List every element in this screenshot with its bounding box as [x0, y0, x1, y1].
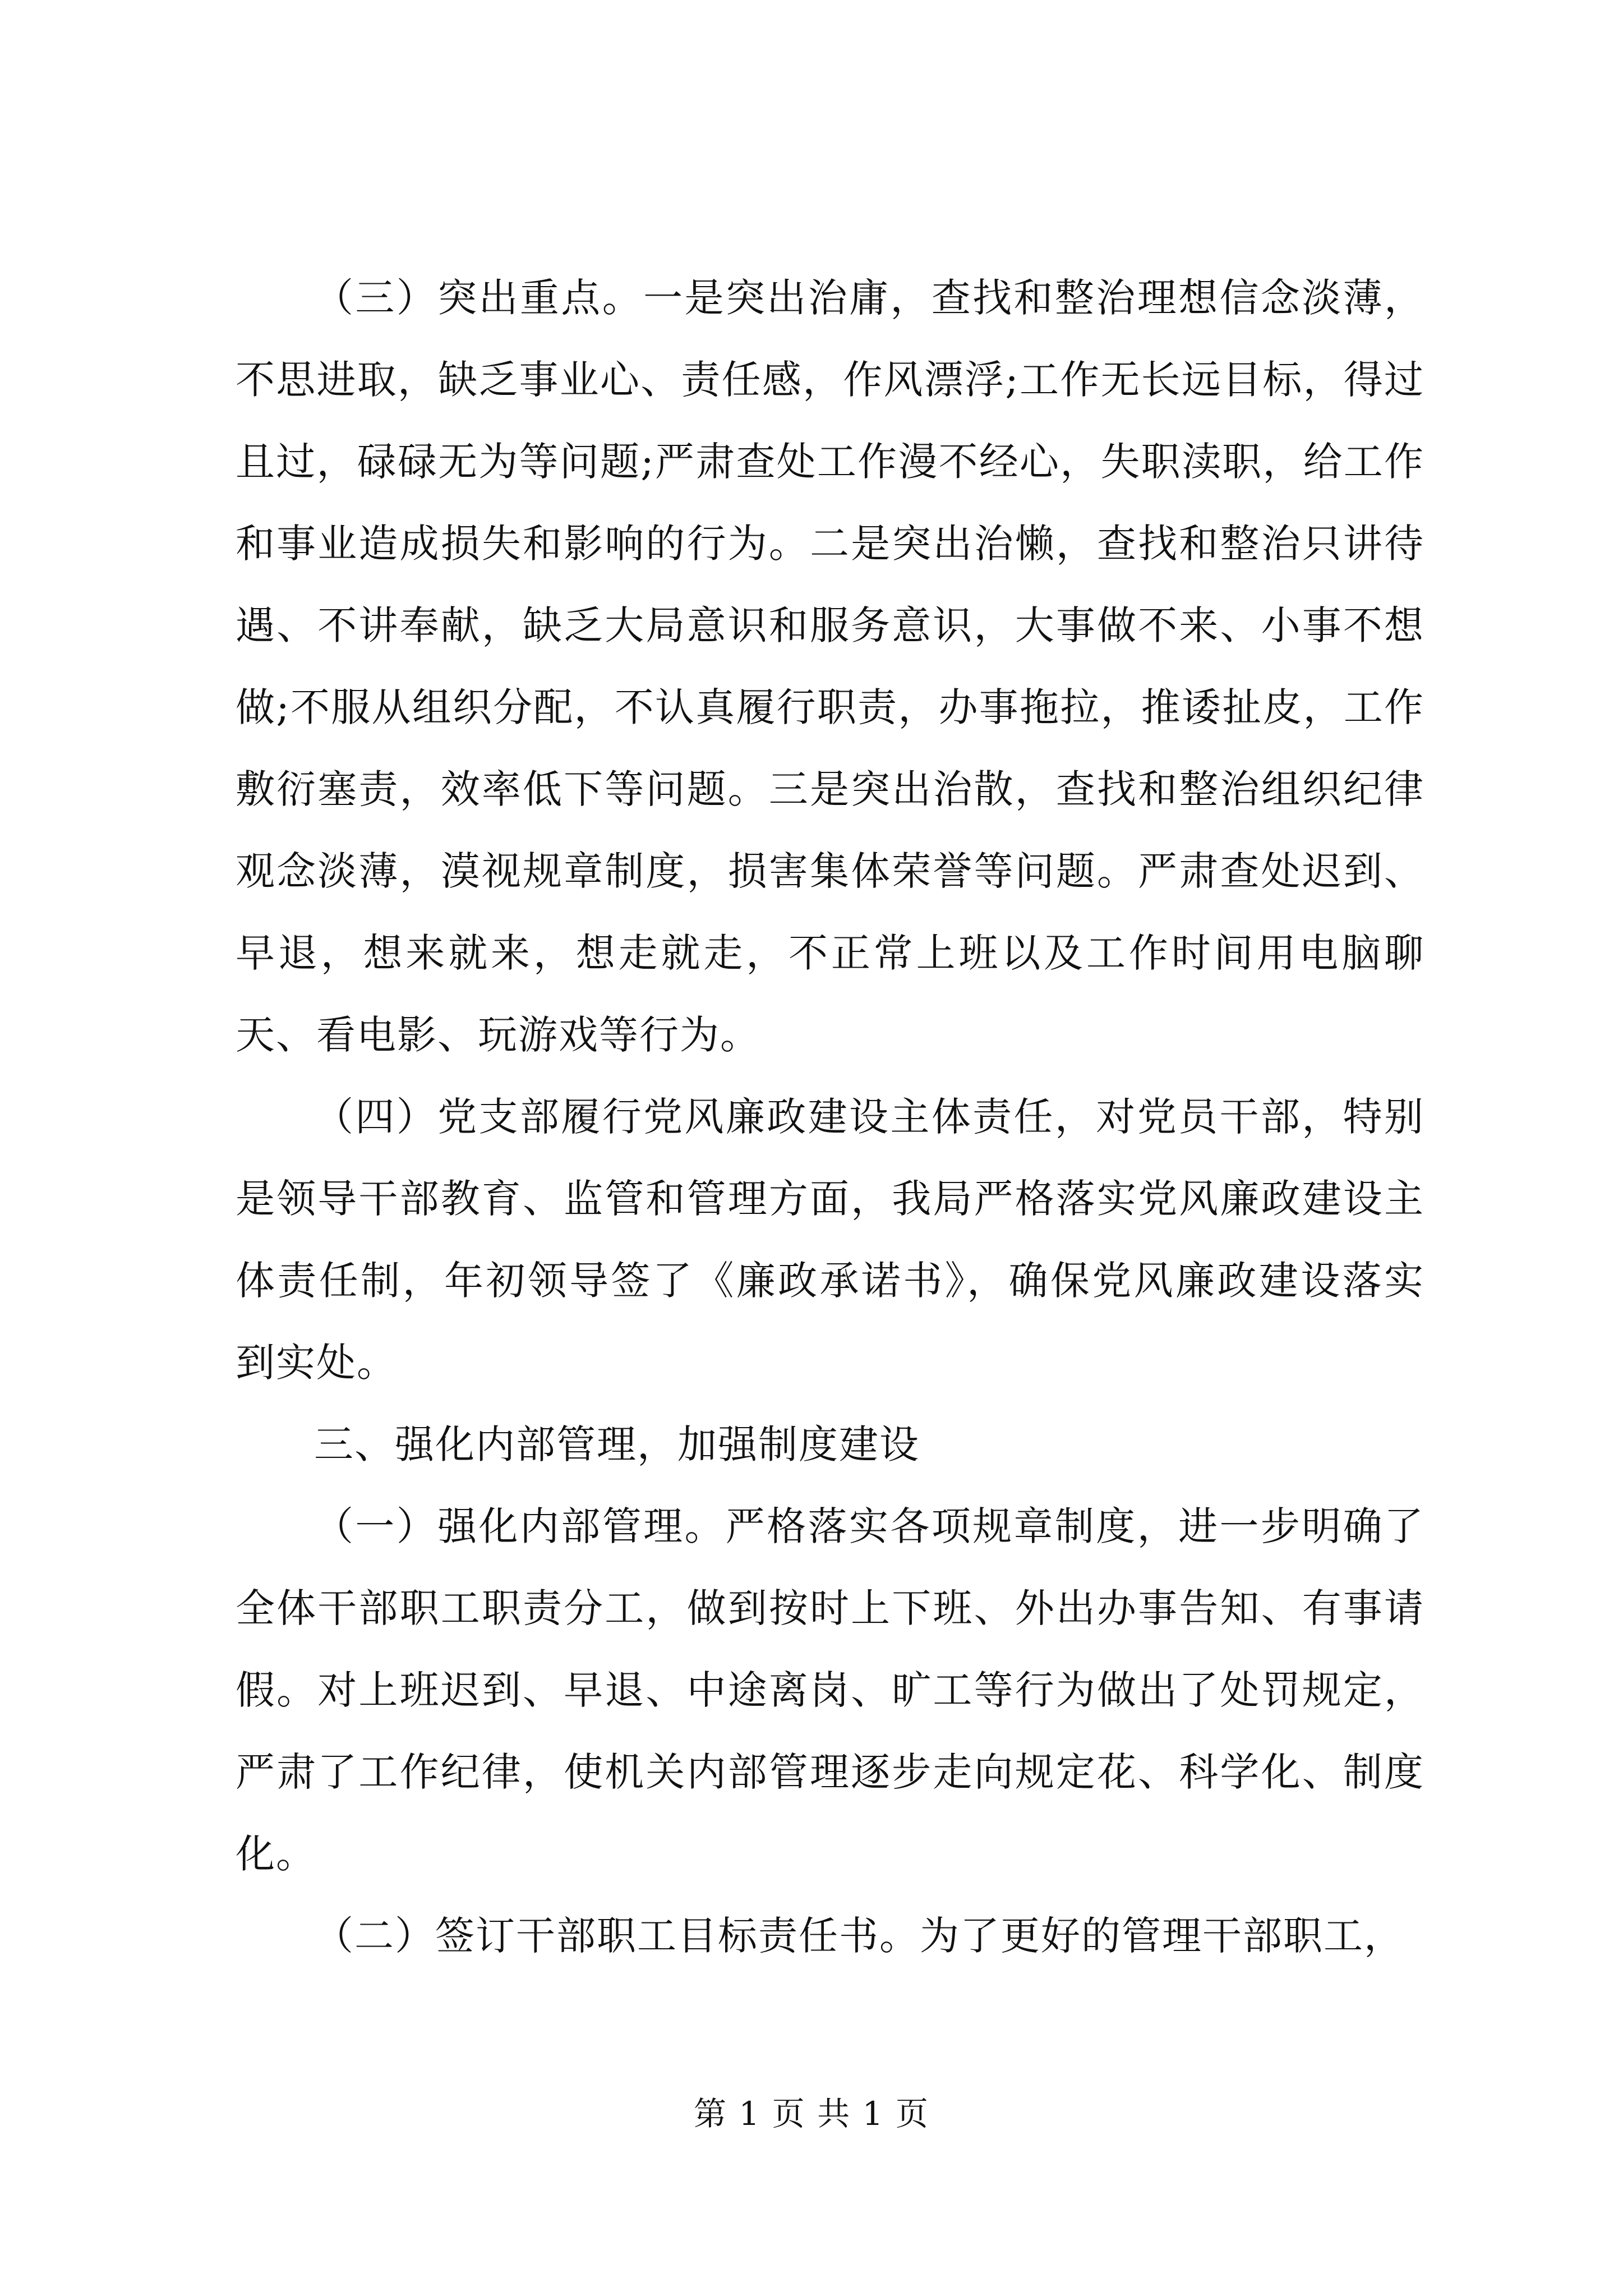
- paragraph-strengthen-internal-management: （一）强化内部管理。严格落实各项规章制度，进一步明确了全体干部职工职责分工，做到按时上下班、外出办事告知、有事请假。对上班迟到、早退、中途离岗、旷工等行为做出了处罚规定，严肃了工作纪律，使机关内部管理逐步走向规定花、科学化、制度化。: [236, 1503, 1424, 1877]
- paragraph-focus-key-points: （三）突出重点。一是突出治庸，查找和整治理想信念淡薄，不思进取，缺乏事业心、责任感，作风漂浮;工作无长远目标，得过且过，碌碌无为等问题;严肃查处工作漫不经心，失职渎职，给工作和事业造成损失和影响的行为。二是突出治懒，查找和整治只讲待遇、不讲奉献，缺乏大局意识和服务意识，大事做不来、小事不想做;不服从组织分配，不认真履行职责，办事拖拉，推诿扯皮，工作敷衍塞责，效率低下等问题。三是突出治散，查找和整治组织纪律观念淡薄，漠视规章制度，损害集体荣誉等问题。严肃查处迟到、早退，想来就来，想走就走，不正常上班以及工作时间用电脑聊天、看电影、玩游戏等行为。: [236, 275, 1424, 1058]
- paragraph-target-responsibility: （二）签订干部职工目标责任书。为了更好的管理干部职工，: [314, 1913, 1404, 1959]
- section-heading-internal-management: 三、强化内部管理，加强制度建设: [314, 1421, 920, 1467]
- paragraph-party-branch-responsibility: （四）党支部履行党风廉政建设主体责任，对党员干部，特别是领导干部教育、监管和管理方面，我局严格落实党风廉政建设主体责任制，年初领导签了《廉政承诺书》，确保党风廉政建设落实到实处。: [236, 1094, 1424, 1386]
- document-body: [236, 257, 1424, 1977]
- page-footer: 第 1 页 共 1 页: [694, 2095, 929, 2133]
